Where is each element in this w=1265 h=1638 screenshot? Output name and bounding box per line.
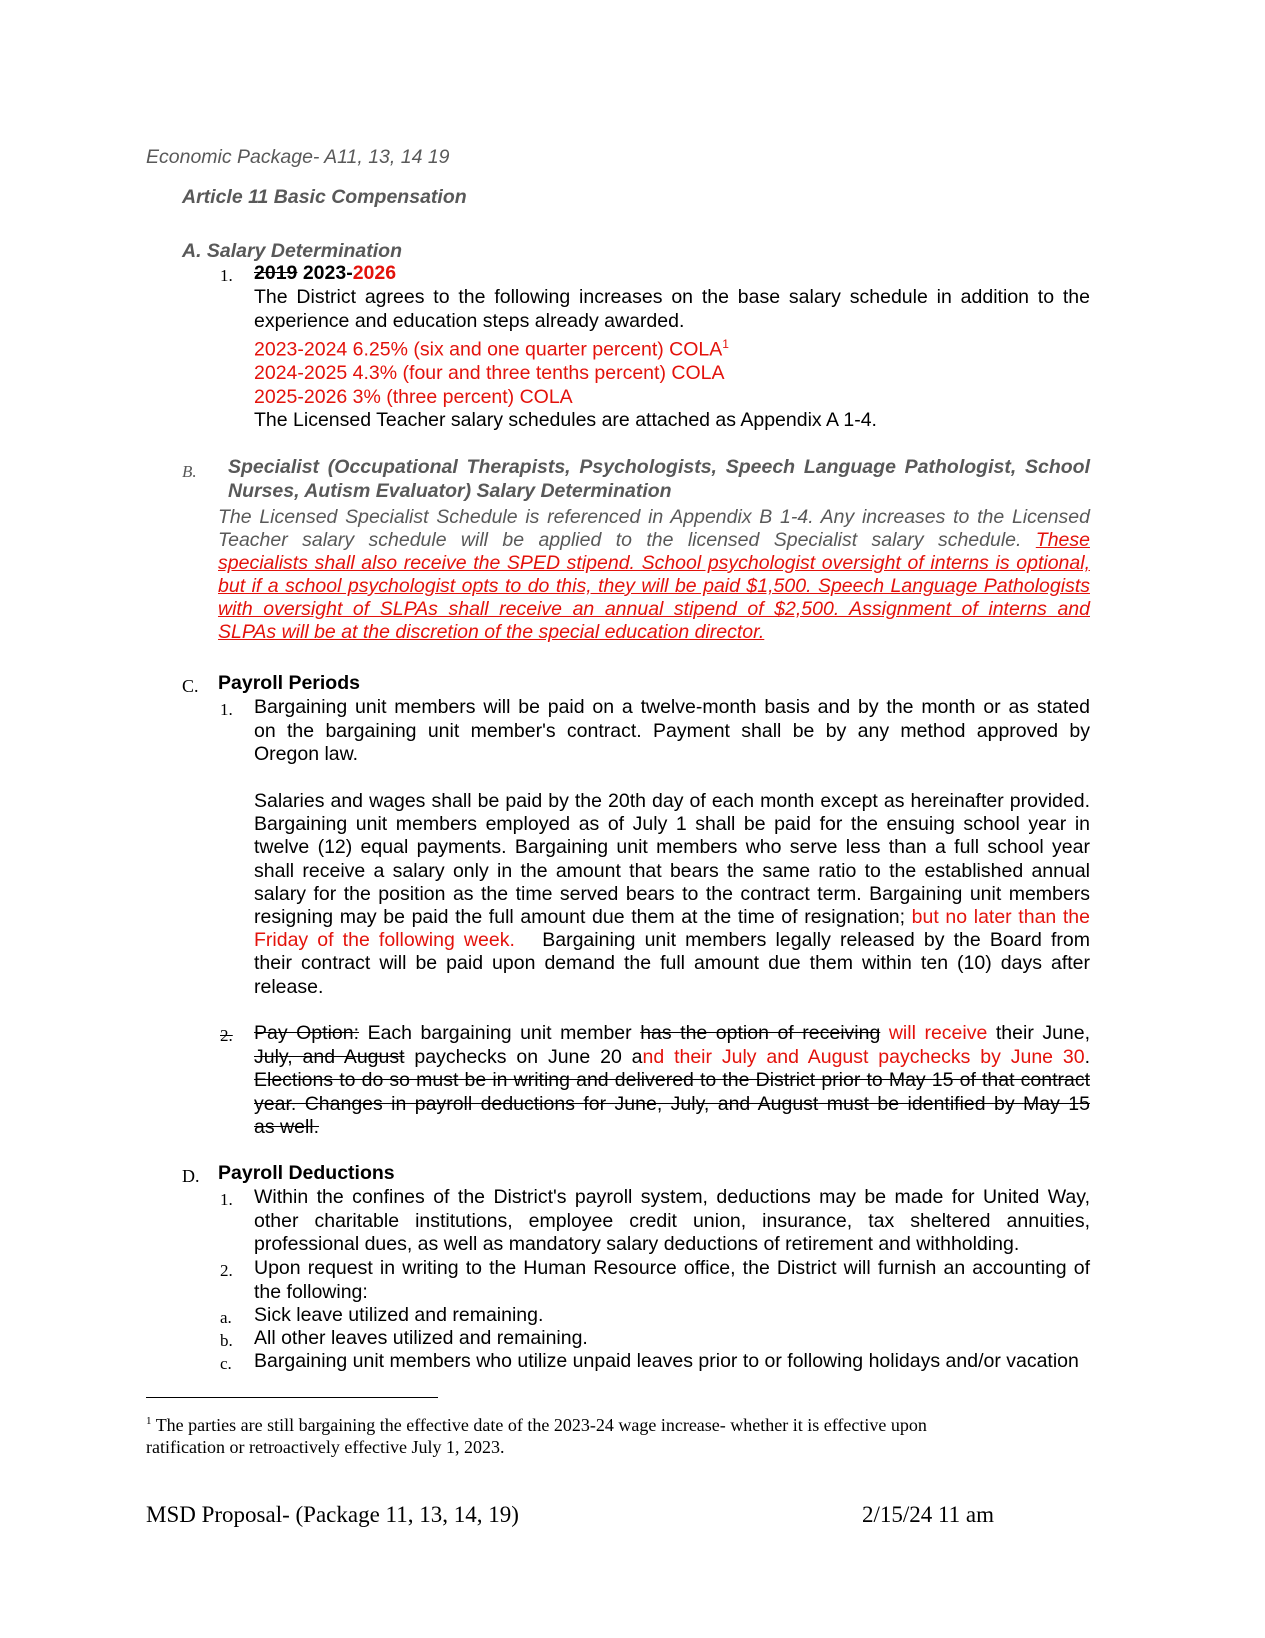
package-title: Economic Package- A11, 13, 14 19 <box>146 146 450 168</box>
body-line: specialists shall also receive the SPED stipend. School psychologist oversight of interns is optional, <box>218 552 1090 574</box>
section-c-heading: Payroll Periods <box>218 672 360 694</box>
year-range-start: 2023- <box>302 262 353 284</box>
section-b-letter: B. <box>182 462 197 481</box>
section-b-heading: Specialist (Occupational Therapists, Psychologists, Speech Language Pathologist, School Nurses, Autism Evaluator) Salary Determination <box>228 456 1090 502</box>
body-line: but if a school psychologist opts to do this, they will be paid $1,500. Speech Language Pathologists <box>218 575 1090 597</box>
section-d-item-c: Bargaining unit members who utilize unpaid leaves prior to or following holidays and/or vacation <box>254 1350 1079 1372</box>
footer-date: 2/15/24 11 am <box>862 1502 995 1527</box>
footer-left: MSD Proposal- (Package 11, 13, 14, 19) <box>146 1502 519 1527</box>
cola-line: 2023-2024 6.25% (six and one quarter percent) COLA$^1$ <box>254 337 729 361</box>
section-d-item2-number: 2. <box>220 1261 233 1280</box>
body-line: with oversight of SLPAs shall receive an annual stipend of $2,500. Assignment of interns and <box>218 598 1090 620</box>
body-line: The Licensed Specialist Schedule is referenced in Appendix B 1-4. Any increases to the Licensed <box>218 506 1090 528</box>
section-d-item-a-letter: a. <box>220 1308 232 1327</box>
section-b-body <box>218 506 1090 644</box>
section-d-item1-body: Within the confines of the District's payroll system, deductions may be made for United Way, other charitable institutions, employee credit union, insurance, tax sheltered annuities, professional dues, as well as mandatory salary deductions of retirement and withholding. <box>254 1186 1090 1255</box>
section-d-item-b: All other leaves utilized and remaining. <box>254 1327 588 1349</box>
section-d-letter: D. <box>182 1166 200 1186</box>
section-c-item1-number: 1. <box>220 700 233 719</box>
body-line: SLPAs will be at the discretion of the special education director. <box>218 621 765 643</box>
section-a-item-years <box>254 262 396 285</box>
article-title: Article 11 Basic Compensation <box>182 186 467 208</box>
section-a-item-number: 1. <box>220 266 233 285</box>
struck-year: 2019 <box>254 262 298 284</box>
body-line: experience and education steps already awarded. <box>254 309 685 332</box>
section-c-item2-body: Pay Option: Each bargaining unit member has the option of receiving will receive their June, July, and August paychecks on June 20 and their July and August paychecks by June 30. Elections to do so must be in writing and delivered to the District prior to May 15 of that contract year. Changes in payroll deductions for June, July, and August must be identified by May 15 as well. <box>254 1022 1091 1138</box>
section-d-item-b-letter: b. <box>220 1331 233 1350</box>
cola-line: 2024-2025 4.3% (four and three tenths percent) COLA <box>254 362 725 384</box>
section-d-item1-number: 1. <box>220 1190 233 1209</box>
footnote: $^1$ The parties are still bargaining the effective date of the 2023-24 wage increase- whether it is effective upon ratification or retroactively effective July 1, 2023. <box>146 1415 927 1457</box>
section-c-letter: C. <box>182 676 199 696</box>
section-d-item2-body: Upon request in writing to the Human Resource office, the District will furnish an accounting of the following: <box>254 1257 1090 1303</box>
section-d-heading: Payroll Deductions <box>218 1162 395 1184</box>
section-a-body <box>254 286 1090 433</box>
body-line: Teacher salary schedule will be applied to the licensed Specialist salary schedule. These <box>218 529 1090 551</box>
section-c-item1-body: Bargaining unit members will be paid on a twelve-month basis and by the month or as stated on the bargaining unit member's contract. Payment shall be by any method approved by Oregon law. <box>254 696 1090 765</box>
section-c-salaries-body: Salaries and wages shall be paid by the 20th day of each month except as hereinafter provided. Bargaining unit members employed as of July 1 shall be paid for the ensuing school year in twelve (12) equal payments. Bargaining unit members who serve less than a full school year shall receive a salary only in the amount that bears the same ratio to the established annual salary for the position as the time served bears to the contract term. Bargaining unit members resigning may be paid the full amount due them at the time of resignation; but no later than the Friday of the following week. Bargaining unit members legally released by the Board from their contract will be paid upon demand the full amount due them within ten (10) days after release. <box>254 790 1090 998</box>
year-range-end: 2026 <box>352 262 397 284</box>
cola-line: 2025-2026 3% (three percent) COLA <box>254 385 573 408</box>
footnote-mark: 1 <box>146 1415 152 1427</box>
body-line: The District agrees to the following increases on the base salary schedule in addition to the <box>254 286 1090 308</box>
appendix-line: The Licensed Teacher salary schedules are attached as Appendix A 1-4. <box>254 409 877 431</box>
section-d-item-a: Sick leave utilized and remaining. <box>254 1304 544 1326</box>
section-d-item-c-letter: c. <box>220 1354 232 1373</box>
footnote-separator <box>146 1397 438 1398</box>
section-c-item2-number: 2. <box>220 1026 233 1045</box>
footnote-ref[interactable]: 1 <box>722 337 729 351</box>
section-a-heading: A. Salary Determination <box>182 240 402 262</box>
